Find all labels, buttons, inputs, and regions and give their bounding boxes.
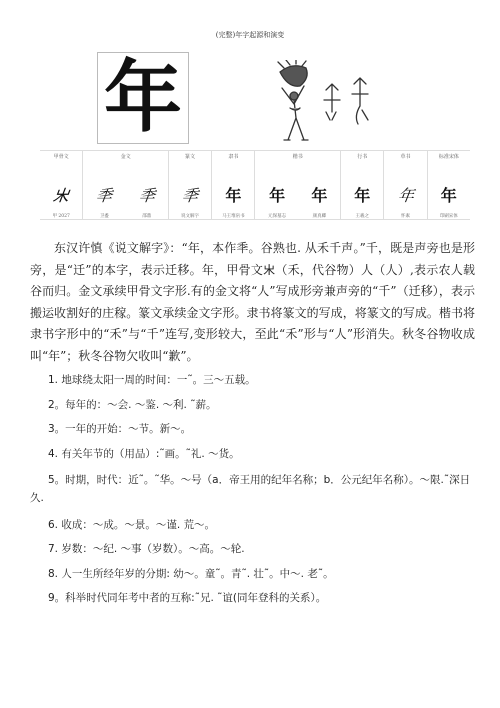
definition-list (30, 373, 475, 605)
script-style-label: 标准宋体 (438, 154, 459, 160)
character-glyph: 秊 (95, 186, 114, 205)
glyph-cell (181, 188, 199, 219)
glyph-source-caption: 元保墓志 (268, 214, 287, 219)
character-glyph: 年 (440, 186, 457, 205)
character-glyph: 年 (354, 186, 371, 205)
list-item: 9。科举时代同年考中者的互称:˜兄. ˜谊(同年登科的关系）。 (48, 592, 327, 604)
character-evolution-table (40, 150, 470, 220)
glyph-cell (52, 188, 69, 219)
list-item: 8. 人一生所经年岁的分期: 幼～。童˜。青˜. 壮˜。中～. 老˜。 (48, 567, 334, 580)
list-item: 5。时期，时代：近˜。˜华。～号（a．帝王用的纪年名称；b．公元纪年名称）。～限.˜深日久. (30, 474, 471, 504)
glyph-row (255, 188, 340, 219)
glyph-cell (398, 188, 414, 219)
glyph-source-caption: 卫盉 (99, 214, 109, 219)
document-title: (完整)年字起源和演变 (215, 31, 285, 39)
glyph-cell (222, 188, 245, 219)
character-glyph: 年 (311, 186, 328, 205)
evolution-column (427, 151, 470, 219)
glyph-cell (354, 188, 370, 219)
script-style-label: 甲骨文 (53, 154, 69, 160)
list-item: 3。一年的开始：～节。新～。 (48, 423, 192, 435)
evolution-column (168, 151, 211, 219)
glyph-cell (311, 188, 327, 219)
glyph-cell (268, 188, 286, 219)
script-style-label: 篆文 (185, 154, 196, 160)
list-item: 4. 有关年节的（用品）:˜画。˜礼. ～货。 (48, 447, 240, 460)
glyph-source-caption: 颜真卿 (312, 214, 327, 219)
list-item: 2。每年的：～会. ～鉴. ～利. ˜薪。 (48, 398, 217, 411)
evolution-column (340, 151, 383, 219)
glyph-row (341, 188, 383, 219)
glyph-row (428, 188, 470, 219)
glyph-cell (440, 188, 458, 219)
evolution-column (383, 151, 426, 219)
glyph-row (212, 188, 254, 219)
document-body (30, 238, 475, 616)
explanation-paragraph: 东汉许慎《说文解字》：“年，本作秊。谷熟也. 从禾千声。”千，既是声旁也是形旁，是“迁”的本字，表示迁移。年，甲骨文𣎵（禾，代谷物）人（人）,表示农人载谷而归。金文承续甲骨文字形.有的金文将“人”写成形旁兼声旁的“千”（迁移），表示搬运收割好的庄稼。篆文承续金文字形。隶书将篆文的写成，将篆文的写成。楷书将隶书字形中的“禾”与“千”连写,变形较大，至此“禾”形与“人”形消失。秋冬谷物收成叫“年”；秋冬谷物欠收叫“歉”。 (30, 241, 475, 363)
script-style-label: 隶书 (228, 154, 239, 160)
glyph-cell (96, 188, 112, 219)
list-item: 6. 收成：～成。～景。～谨. 荒～。 (48, 518, 216, 531)
glyph-source-caption: 邵鼎 (142, 214, 152, 219)
evolution-column (40, 151, 82, 219)
glyph-row (169, 188, 211, 219)
character-glyph: 年 (225, 186, 242, 205)
list-item: 1. 地球绕太阳一周的时间：一˜。三～五载。 (48, 374, 256, 386)
glyph-row (83, 188, 168, 219)
script-style-label: 金文 (120, 154, 131, 160)
glyph-source-caption: 印刷宋体 (439, 214, 458, 219)
character-glyph: 秊 (137, 186, 157, 205)
farmer-carrying-grain-illustration (270, 60, 380, 150)
glyph-cell (139, 188, 155, 219)
character-glyph: 秊 (180, 186, 200, 205)
glyph-row (40, 188, 82, 219)
glyph-source-caption: 王羲之 (355, 214, 369, 219)
evolution-column (82, 151, 168, 219)
script-style-label: 楷书 (292, 154, 303, 160)
big-character: 年 (103, 52, 182, 143)
glyph-source-caption: 说文解字 (181, 214, 200, 219)
glyph-row (384, 188, 426, 219)
character-glyph: 𣎵 (51, 186, 71, 205)
character-glyph: 年 (396, 186, 415, 205)
character-glyph: 年 (269, 186, 286, 205)
glyph-source-caption: 马王堆帛书 (222, 214, 245, 219)
glyph-source-caption: 甲 2027 (52, 214, 70, 219)
evolution-column (254, 151, 340, 219)
script-style-label: 行书 (357, 154, 368, 160)
big-character-frame (97, 52, 189, 144)
evolution-column (211, 151, 254, 219)
glyph-source-caption: 怀素 (401, 214, 411, 219)
list-item: 7. 岁数：～纪. ～事（岁数）。～高。～轮. (48, 543, 245, 555)
script-style-label: 草书 (400, 154, 411, 160)
